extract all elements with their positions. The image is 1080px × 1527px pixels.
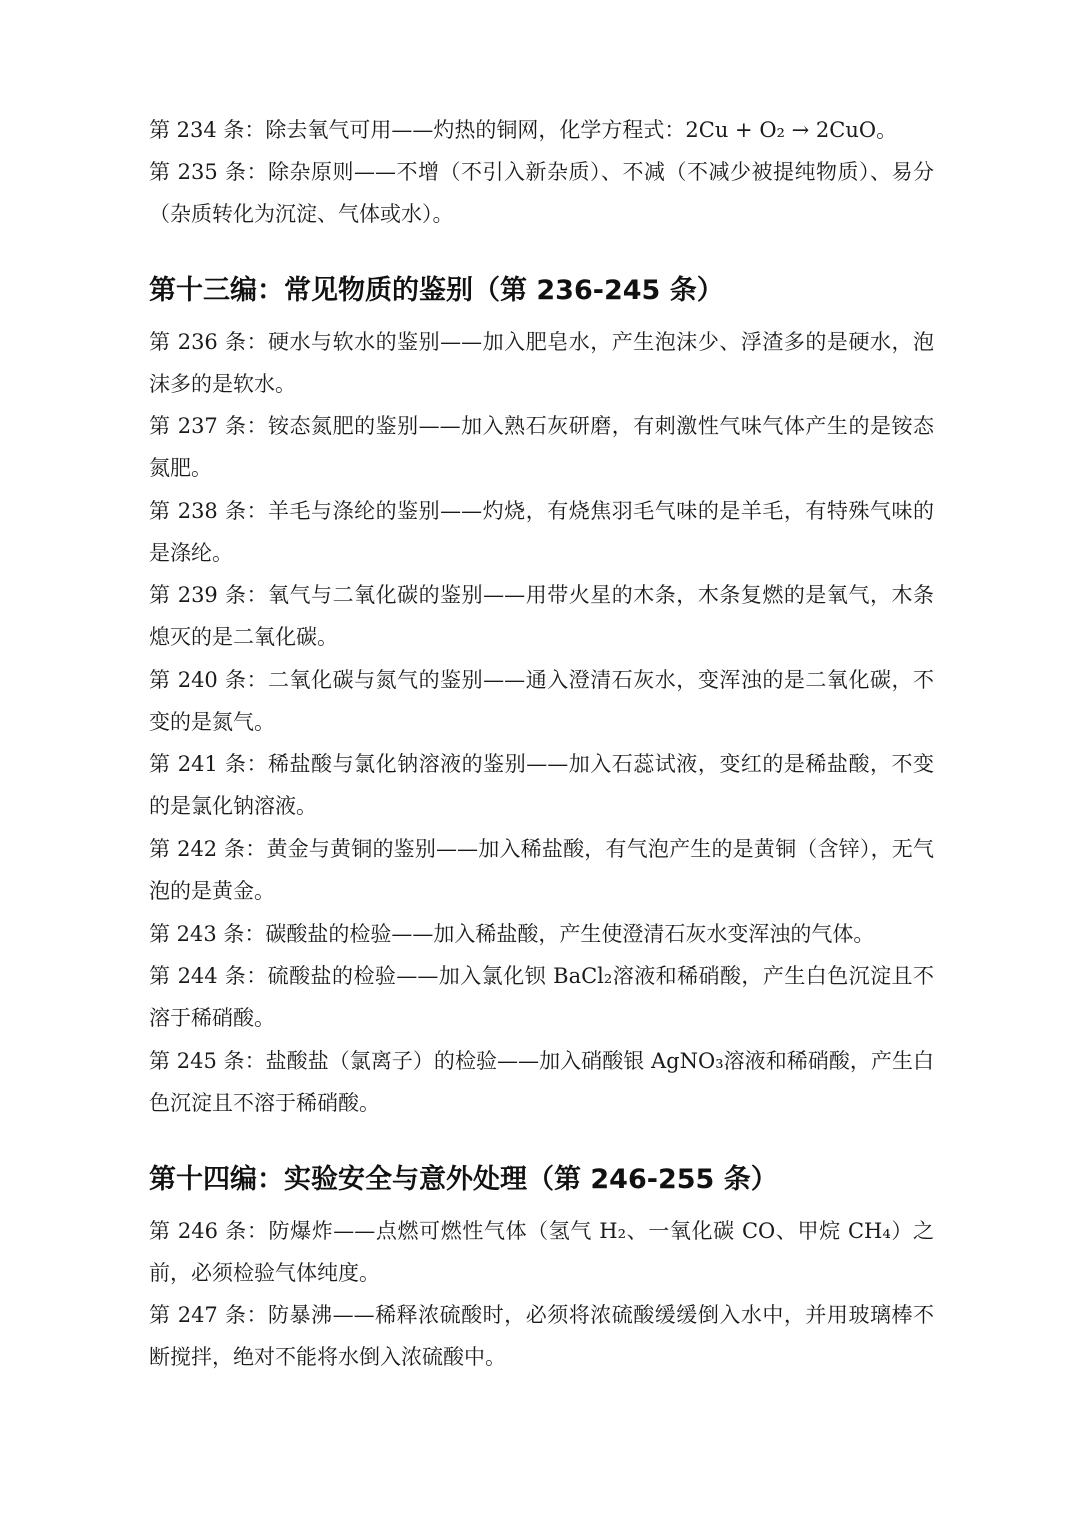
article-238: 第 238 条：羊毛与涤纶的鉴别——灼烧，有烧焦羽毛气味的是羊毛，有特殊气味的是涤纶。: [149, 499, 934, 565]
article-242: 第 242 条：黄金与黄铜的鉴别——加入稀盐酸，有气泡产生的是黄铜（含锌），无气泡的是黄金。: [149, 837, 934, 903]
section-14-heading: 第十四编：实验安全与意外处理（第 246-255 条）: [149, 1164, 778, 1195]
article-235: 第 235 条：除杂原则——不增（不引入新杂质）、不减（不减少被提纯物质）、易分（杂质转化为沉淀、气体或水）。: [149, 160, 934, 226]
article-244: 第 244 条：硫酸盐的检验——加入氯化钡 BaCl₂溶液和稀硝酸，产生白色沉淀且不溶于稀硝酸。: [149, 964, 934, 1030]
article-243: 第 243 条：碳酸盐的检验——加入稀盐酸，产生使澄清石灰水变浑浊的气体。: [149, 922, 875, 946]
article-239: 第 239 条：氧气与二氧化碳的鉴别——用带火星的木条，木条复燃的是氧气，木条熄灭的是二氧化碳。: [149, 583, 934, 649]
article-246: 第 246 条：防爆炸——点燃可燃性气体（氢气 H₂、一氧化碳 CO、甲烷 CH₄）之前，必须检验气体纯度。: [149, 1219, 934, 1285]
article-245: 第 245 条：盐酸盐（氯离子）的检验——加入硝酸银 AgNO₃溶液和稀硝酸，产生白色沉淀且不溶于稀硝酸。: [149, 1049, 934, 1115]
section-13-heading: 第十三编：常见物质的鉴别（第 236-245 条）: [149, 275, 724, 306]
article-247: 第 247 条：防暴沸——稀释浓硫酸时，必须将浓硫酸缓缓倒入水中，并用玻璃棒不断搅拌，绝对不能将水倒入浓硫酸中。: [149, 1303, 934, 1369]
article-234: 第 234 条：除去氧气可用——灼热的铜网，化学方程式：2Cu + O₂ → 2CuO。: [149, 118, 898, 142]
article-240: 第 240 条：二氧化碳与氮气的鉴别——通入澄清石灰水，变浑浊的是二氧化碳，不变的是氮气。: [149, 668, 934, 734]
article-241: 第 241 条：稀盐酸与氯化钠溶液的鉴别——加入石蕊试液，变红的是稀盐酸，不变的是氯化钠溶液。: [149, 752, 934, 818]
article-237: 第 237 条：铵态氮肥的鉴别——加入熟石灰研磨，有刺激性气味气体产生的是铵态氮肥。: [149, 414, 934, 480]
article-236: 第 236 条：硬水与软水的鉴别——加入肥皂水，产生泡沫少、浮渣多的是硬水，泡沫多的是软水。: [149, 330, 934, 396]
